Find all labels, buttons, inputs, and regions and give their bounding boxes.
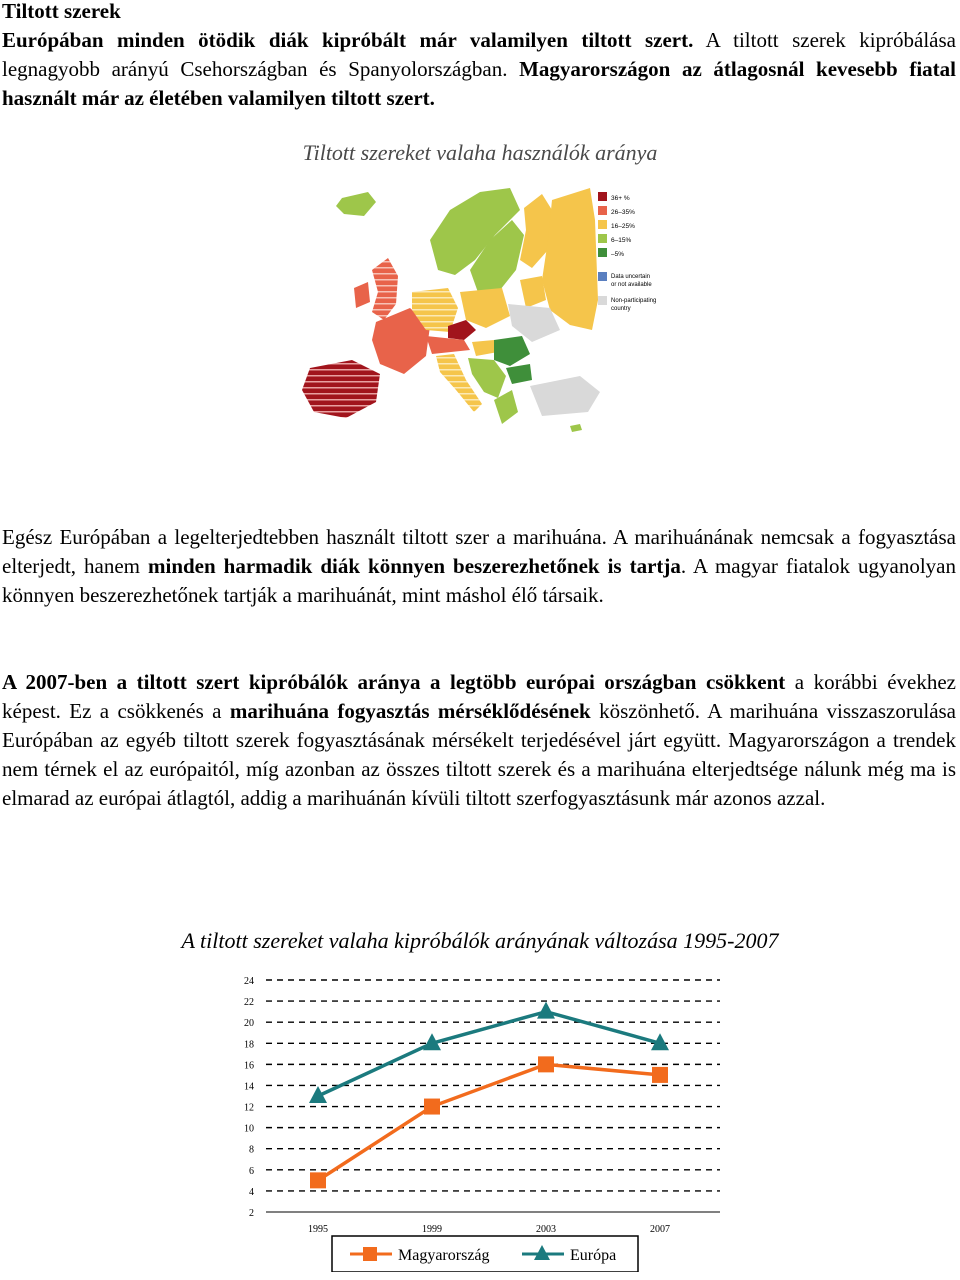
marijuana-text-1: Egész Európában a legelterjedtebben használt tiltott szer a marihuána. A marihuánának nemcsak a fogyasztása elterjedt, hanem: [2, 525, 956, 578]
legend-label-2: 26–35%: [611, 209, 635, 216]
legend-swatch-5: [598, 248, 607, 257]
y-tick-label: 18: [244, 1039, 254, 1051]
legend-label-5: –5%: [611, 251, 625, 258]
legend-label: Európa: [570, 1247, 617, 1264]
x-tick-label: 1995: [308, 1224, 328, 1235]
legend-label-1: 36+ %: [611, 195, 630, 202]
map-romania: [494, 336, 530, 366]
legend-label-uncertain-2: or not available: [611, 282, 652, 288]
x-tick-label: 1999: [422, 1224, 442, 1235]
marijuana-paragraph: [2, 523, 956, 610]
intro-bold-2: Magyarországon az átlagosnál kevesebb fiatal használt már az életében valamilyen tiltott szert.: [2, 57, 956, 110]
legend-swatch-uncertain: [598, 272, 607, 281]
legend-marker: [363, 1247, 377, 1261]
line-chart: [220, 968, 740, 1272]
data-point: [310, 1172, 326, 1188]
map-legend: [598, 192, 656, 312]
map-ireland: [354, 282, 370, 308]
data-point: [537, 1002, 555, 1019]
trend-text-2: köszönhető. A marihuána visszaszorulása Európában az egyéb tiltott szerek fogyasztásának mérsékelt terjedésével járt együtt. Magyarországon a trendek nem térnek el az európaitól, míg azonban az összes tiltott szerek és a marihuána elterjedtsége nálunk még ma is elmarad az európai átlagtól, addig a marihuánán kívüli tiltott szerfogyasztásunk már azonos azzal.: [2, 699, 957, 810]
y-tick-label: 8: [249, 1144, 254, 1156]
y-tick-label: 20: [244, 1018, 254, 1030]
legend-label-nonpart-1: Non-participating: [611, 298, 657, 304]
map-uk: [372, 258, 398, 320]
chart-caption: A tiltott szereket valaha kipróbálók arányának változása 1995-2007: [181, 928, 779, 953]
trend-text-1: a korábbi évekhez képest. Ez a csökkenés a: [2, 670, 956, 723]
y-tick-label: 12: [244, 1102, 254, 1114]
legend-swatch-nonpart: [598, 296, 607, 305]
y-tick-label: 10: [244, 1123, 254, 1135]
legend-label-uncertain-1: Data uncertain: [611, 274, 651, 280]
trend-bold-2: marihuána fogyasztás mérséklődésének: [229, 699, 591, 723]
x-tick-label: 2007: [650, 1224, 670, 1235]
europe-map: [280, 180, 680, 460]
y-axis-ticks: [244, 976, 254, 1219]
trend-bold-1: A 2007-ben a tiltott szert kipróbálók aránya a legtöbb európai országban csökkent: [2, 670, 786, 694]
data-point: [538, 1056, 554, 1072]
marijuana-text-2: . A magyar fiatalok ugyanolyan könnyen beszerezhetőnek tartják a marihuánát, mint máshol élő társaik.: [2, 554, 957, 607]
y-tick-label: 22: [244, 997, 254, 1009]
legend-swatch-2: [598, 206, 607, 215]
map-turkey: [530, 376, 600, 416]
y-tick-label: 16: [244, 1060, 254, 1072]
marijuana-bold-1: minden harmadik diák könnyen beszerezhetőnek is tartja: [148, 554, 681, 578]
legend-swatch-1: [598, 192, 607, 201]
legend-swatch-4: [598, 234, 607, 243]
legend-label-nonpart-2: country: [611, 306, 631, 312]
trend-paragraph: [2, 668, 956, 813]
data-point: [424, 1099, 440, 1115]
chart-grid: [266, 980, 720, 1212]
map-baltics: [520, 276, 546, 308]
y-tick-label: 2: [249, 1208, 254, 1219]
y-tick-label: 24: [244, 976, 254, 987]
page-title: Tiltott szerek: [2, 0, 121, 23]
y-tick-label: 6: [249, 1165, 254, 1177]
intro-text-1: A tiltott szerek kipróbálása legnagyobb arányú Csehországban és Spanyolországban.: [2, 28, 956, 81]
map-iceland: [336, 192, 376, 216]
map-caption: Tiltott szereket valaha használók aránya: [302, 140, 658, 165]
intro-paragraph: [2, 26, 956, 113]
legend-label-3: 16–25%: [611, 223, 635, 230]
x-axis-ticks: [308, 1224, 670, 1235]
series-line: [318, 1012, 660, 1096]
data-point: [652, 1067, 668, 1083]
legend-label: Magyarország: [398, 1247, 490, 1264]
chart-series: [309, 1002, 669, 1189]
chart-legend: [332, 1236, 638, 1272]
map-cyprus: [570, 424, 582, 432]
legend-label-4: 6–15%: [611, 237, 632, 244]
x-tick-label: 2003: [536, 1224, 556, 1235]
intro-bold-1: Európában minden ötödik diák kipróbált már valamilyen tiltott szert.: [2, 28, 694, 52]
map-spain: [302, 360, 380, 418]
legend-swatch-3: [598, 220, 607, 229]
series-line: [318, 1064, 660, 1180]
map-bulgaria: [506, 364, 532, 384]
y-tick-label: 14: [244, 1081, 254, 1093]
y-tick-label: 4: [249, 1186, 254, 1198]
